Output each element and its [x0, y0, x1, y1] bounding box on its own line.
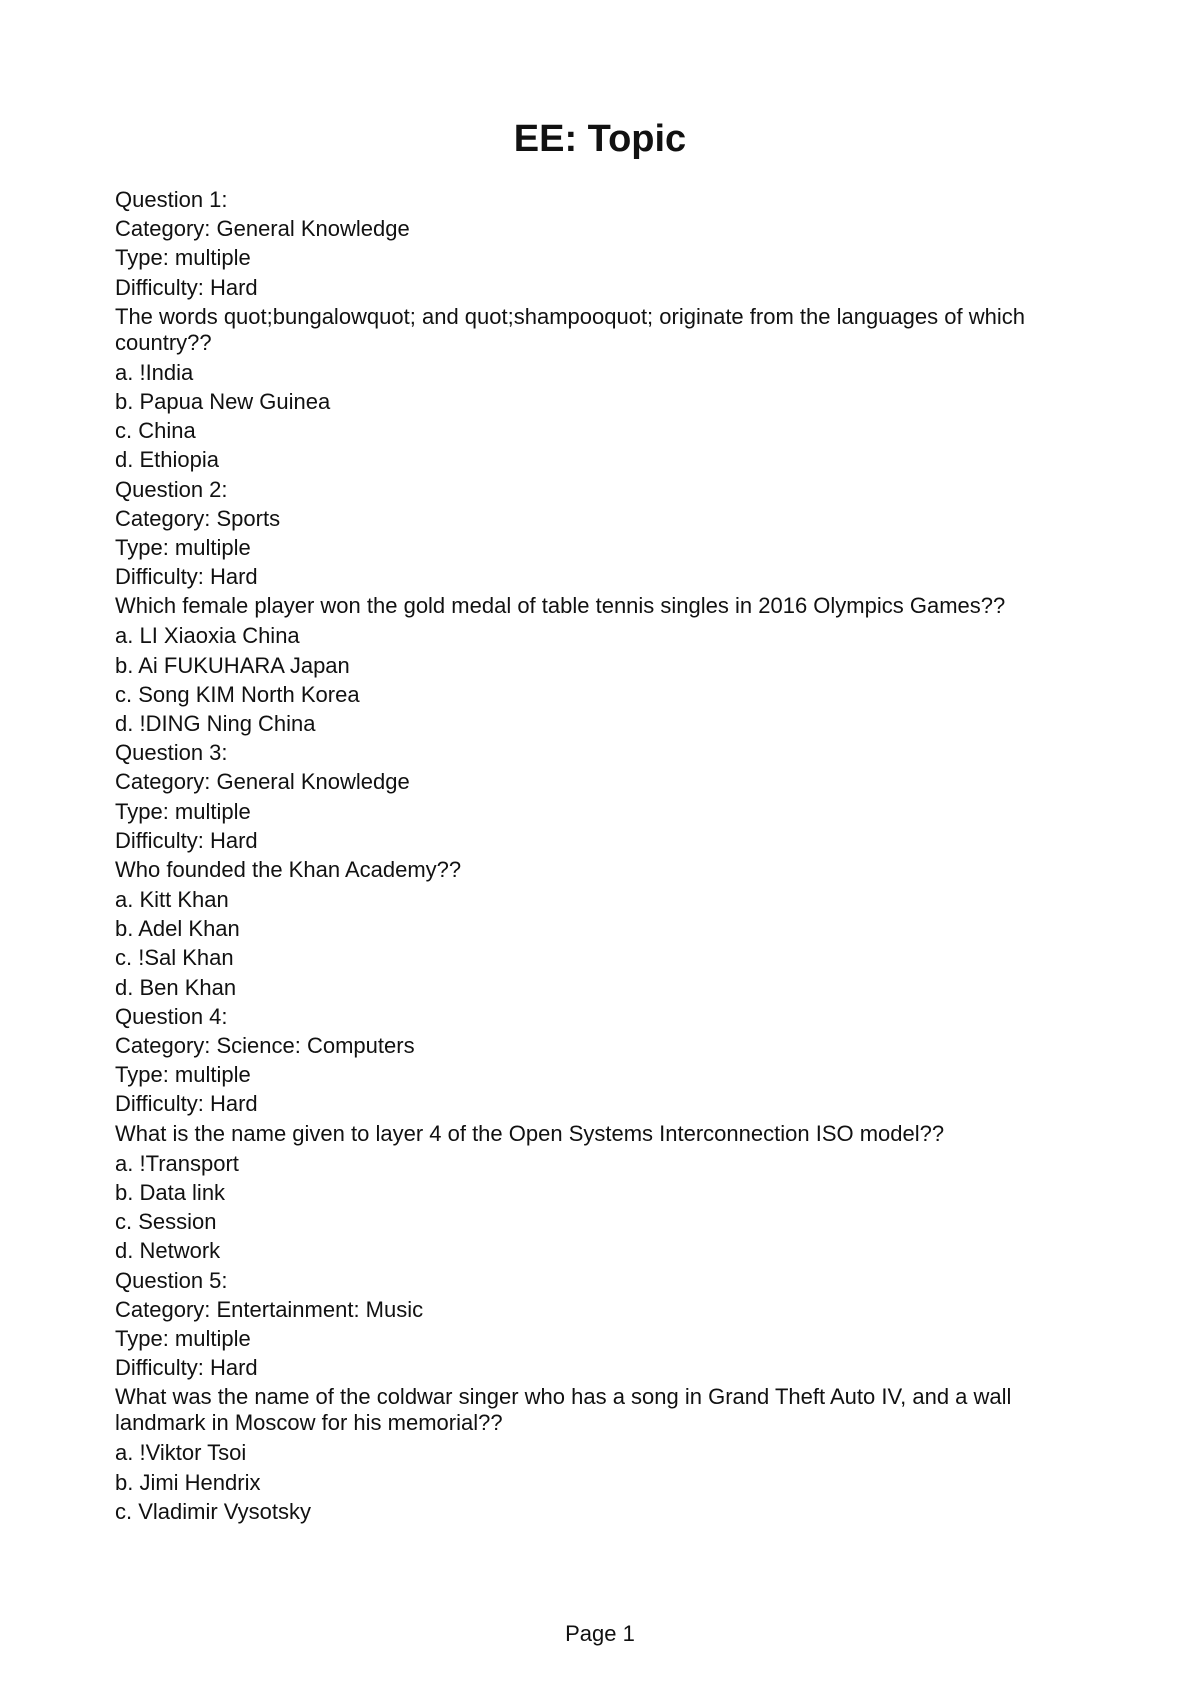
question-difficulty: Difficulty: Hard [115, 564, 258, 590]
question-text: Who founded the Khan Academy?? [115, 857, 462, 883]
question-difficulty: Difficulty: Hard [115, 1355, 258, 1381]
question-block-1 [115, 185, 1075, 475]
page-title: EE: Topic [513, 118, 687, 160]
answer-option: b. Ai FUKUHARA Japan [115, 652, 350, 678]
question-header: Question 5: [115, 1267, 228, 1293]
question-type: Type: multiple [115, 1325, 251, 1351]
question-category: Category: Science: Computers [115, 1033, 415, 1059]
question-category: Category: General Knowledge [115, 769, 410, 795]
question-block-2 [115, 475, 1075, 739]
answer-option: d. Network [115, 1238, 221, 1264]
question-category: Category: Sports [115, 505, 281, 531]
answer-option: a. LI Xiaoxia China [115, 623, 300, 649]
question-type: Type: multiple [115, 245, 251, 271]
question-header: Question 2: [115, 476, 228, 502]
answer-option: c. Vladimir Vysotsky [115, 1498, 312, 1524]
question-type: Type: multiple [115, 1062, 251, 1088]
page-number: Page 1 [565, 1621, 635, 1646]
question-block-5 [115, 1266, 1075, 1526]
answer-option: a. !Viktor Tsoi [115, 1440, 247, 1466]
question-block-3 [115, 738, 1075, 1002]
answer-option: b. Papua New Guinea [115, 389, 331, 415]
question-header: Question 3: [115, 740, 228, 766]
question-header: Question 4: [115, 1003, 228, 1029]
answer-option: d. Ethiopia [115, 447, 219, 473]
question-difficulty: Difficulty: Hard [115, 1091, 258, 1117]
answer-option: c. Song KIM North Korea [115, 681, 360, 707]
answer-option: b. Jimi Hendrix [115, 1469, 261, 1495]
question-text: What was the name of the coldwar singer who has a song in Grand Theft Auto IV, and a wall landmark in Moscow for his memorial?? [115, 1384, 1012, 1436]
answer-option: c. Session [115, 1209, 217, 1235]
question-list [115, 185, 1075, 1526]
answer-option: c. China [115, 418, 196, 444]
question-header: Question 1: [115, 187, 228, 212]
answer-option: c. !Sal Khan [115, 945, 234, 971]
answer-option: b. Data link [115, 1179, 226, 1205]
answer-option: a. !Transport [115, 1150, 239, 1176]
question-block-4 [115, 1002, 1075, 1266]
answer-option: d. !DING Ning China [115, 711, 316, 737]
question-text: Which female player won the gold medal of table tennis singles in 2016 Olympics Games?? [115, 593, 1006, 619]
question-category: Category: Entertainment: Music [115, 1296, 424, 1322]
question-text: What is the name given to layer 4 of the Open Systems Interconnection ISO model?? [115, 1120, 945, 1146]
question-difficulty: Difficulty: Hard [115, 827, 258, 853]
question-text: The words quot;bungalowquot; and quot;shampooquot; originate from the languages of which country?? [115, 303, 1025, 355]
answer-option: d. Ben Khan [115, 974, 237, 1000]
question-type: Type: multiple [115, 535, 251, 561]
answer-option: b. Adel Khan [115, 916, 240, 942]
question-difficulty: Difficulty: Hard [115, 274, 258, 300]
question-type: Type: multiple [115, 798, 251, 824]
answer-option: a. Kitt Khan [115, 887, 229, 913]
question-category: Category: General Knowledge [115, 216, 410, 242]
answer-option: a. !India [115, 359, 194, 385]
